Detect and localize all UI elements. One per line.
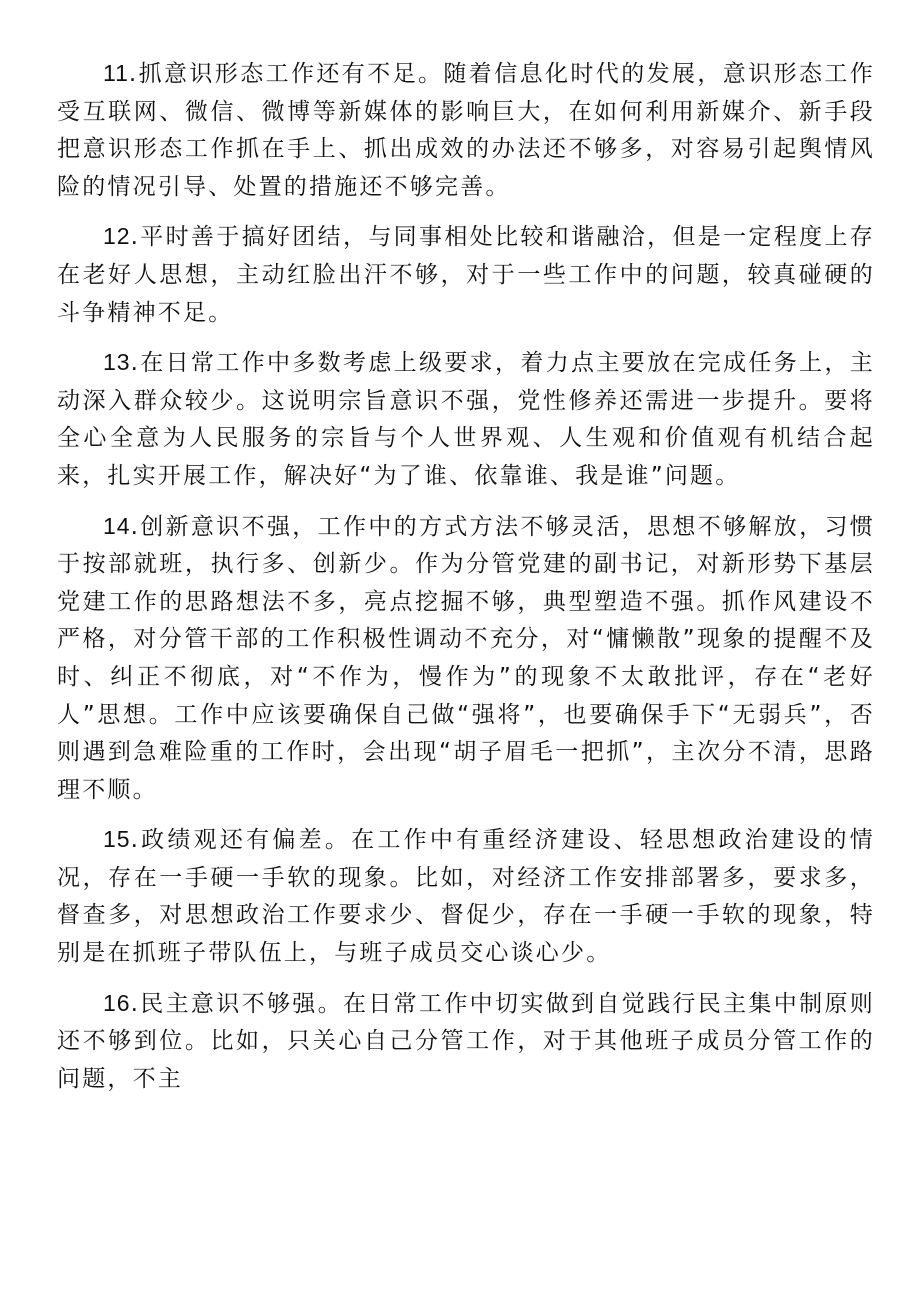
- paragraph-number: 16: [103, 989, 131, 1016]
- paragraph-text: .抓意识形态工作还有不足。随着信息化时代的发展，意识形态工作受互联网、微信、微博等新媒体的影响巨大，在如何利用新媒介、新手段把意识形态工作抓在手上、抓出成效的办法还不够多，对容易引起舆情风险的情况引导、处置的措施还不够完善。: [57, 61, 875, 200]
- paragraph-number: 12: [103, 223, 131, 250]
- paragraph-text: .民主意识不够强。在日常工作中切实做到自觉践行民主集中制原则还不够到位。比如，只关心自己分管工作，对于其他班子成员分管工作的问题，不主: [57, 990, 875, 1092]
- paragraph-number: 13: [103, 349, 131, 376]
- paragraph-number: 15: [103, 826, 131, 853]
- paragraph-16: [57, 985, 875, 1099]
- document-page: [57, 55, 875, 1110]
- paragraph-text: .政绩观还有偏差。在工作中有重经济建设、轻思想政治建设的情况，存在一手硬一手软的现象。比如，对经济工作安排部署多，要求多，督查多，对思想政治工作要求少、督促少，存在一手硬一手软的现象，特别是在抓班子带队伍上，与班子成员交心谈心少。: [57, 827, 875, 967]
- paragraph-text: .创新意识不强，工作中的方式方法不够灵活，思想不够解放，习惯于按部就班，执行多、创新少。作为分管党建的副书记，对新形势下基层党建工作的思路想法不多，亮点挖掘不够，典型塑造不强。抓作风建设不严格，对分管干部的工作积极性调动不充分，对“慵懒散”现象的提醒不及时、纠正不彻底，对“不作为，慢作为”的现象不太敢批评，存在“老好人”思想。工作中应该要确保自己做“强将”，也要确保手下“无弱兵”，否则遇到急难险重的工作时，会出现“胡子眉毛一把抓”，主次分不清，思路理不顺。: [57, 513, 875, 803]
- paragraph-text: .在日常工作中多数考虑上级要求，着力点主要放在完成任务上，主动深入群众较少。这说明宗旨意识不强，党性修养还需进一步提升。要将全心全意为人民服务的宗旨与个人世界观、人生观和价值观有机结合起来，扎实开展工作，解决好“为了谁、依靠谁、我是谁”问题。: [57, 350, 875, 489]
- paragraph-13: [57, 344, 875, 495]
- paragraph-text: .平时善于搞好团结，与同事相处比较和谐融洽，但是一定程度上存在老好人思想，主动红脸出汗不够，对于一些工作中的问题，较真碰硬的斗争精神不足。: [57, 224, 875, 326]
- paragraph-number: 14: [103, 512, 131, 539]
- paragraph-number: 11: [103, 60, 129, 86]
- paragraph-15: [57, 821, 875, 972]
- paragraph-14: [57, 508, 875, 810]
- paragraph-12: [57, 218, 875, 332]
- paragraph-11: [57, 55, 875, 206]
